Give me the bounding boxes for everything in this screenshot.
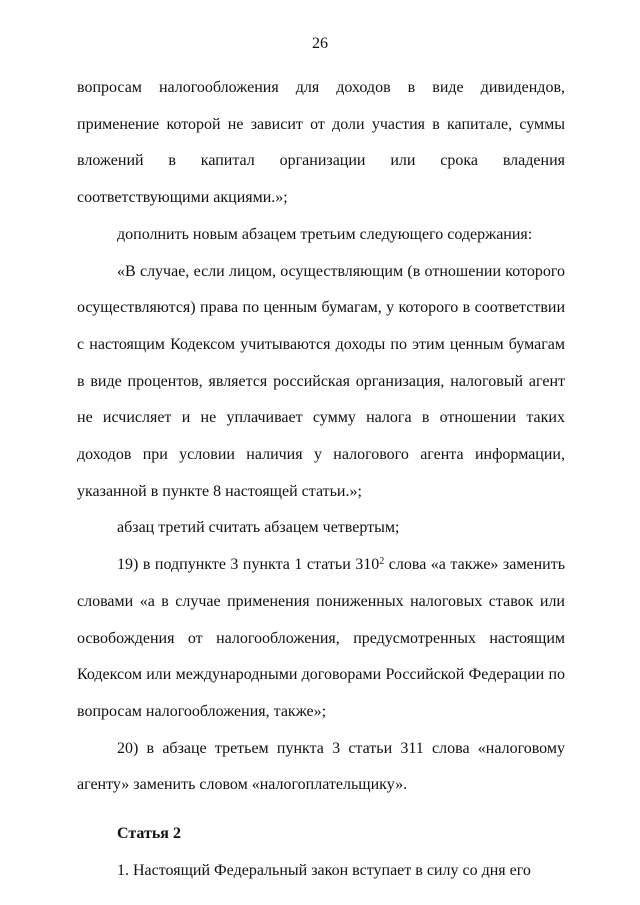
item-19-text-before: 19) в подпункте 3 пункта 1 статьи 310 — [117, 556, 380, 574]
article-first-line: 1. Настоящий Федеральный закон вступает в силу со дня его — [117, 861, 531, 879]
document-body — [77, 70, 565, 889]
paragraph-item-19 — [77, 547, 565, 731]
paragraph-item-20: 20) в абзаце третьем пункта 3 статьи 311 слова «налоговому агенту» заменить словом «налогоплательщику». — [77, 739, 565, 794]
page-number: 26 — [312, 35, 328, 52]
item-19-text-after: слова «а также» заменить словами «а в случае применения пониженных налоговых ставок или освобождения от налогообложения, предусмотренных настоящим Кодексом или международными договорами Российской Федерации по вопросам налогообложения, также»; — [77, 556, 565, 720]
paragraph-quoted-text: «В случае, если лицом, осуществляющим (в отношении которого осуществляются) права по ценным бумагам, у которого в соответствии с настоящим Кодексом учитываются доходы по этим ценным бумагам в виде процентов, является российская организация, налоговый агент не исчисляет и не уплачивает сумму налога в отношении таких доходов при условии наличия у налогового агента информации, указанной в пункте 8 настоящей статьи.»; — [77, 262, 565, 500]
paragraph-renumbering: абзац третий считать абзацем четвертым; — [117, 519, 400, 537]
article-heading: Статья 2 — [117, 825, 181, 843]
paragraph-continuation: вопросам налогообложения для доходов в виде дивидендов, применение которой не зависит от доли участия в капитале, суммы вложений в капитал организации или срока владения соответствующими акциями.»; — [77, 79, 565, 207]
item-19-superscript: 2 — [379, 556, 385, 568]
paragraph-amendment-intro: дополнить новым абзацем третьим следующего содержания: — [117, 225, 533, 243]
